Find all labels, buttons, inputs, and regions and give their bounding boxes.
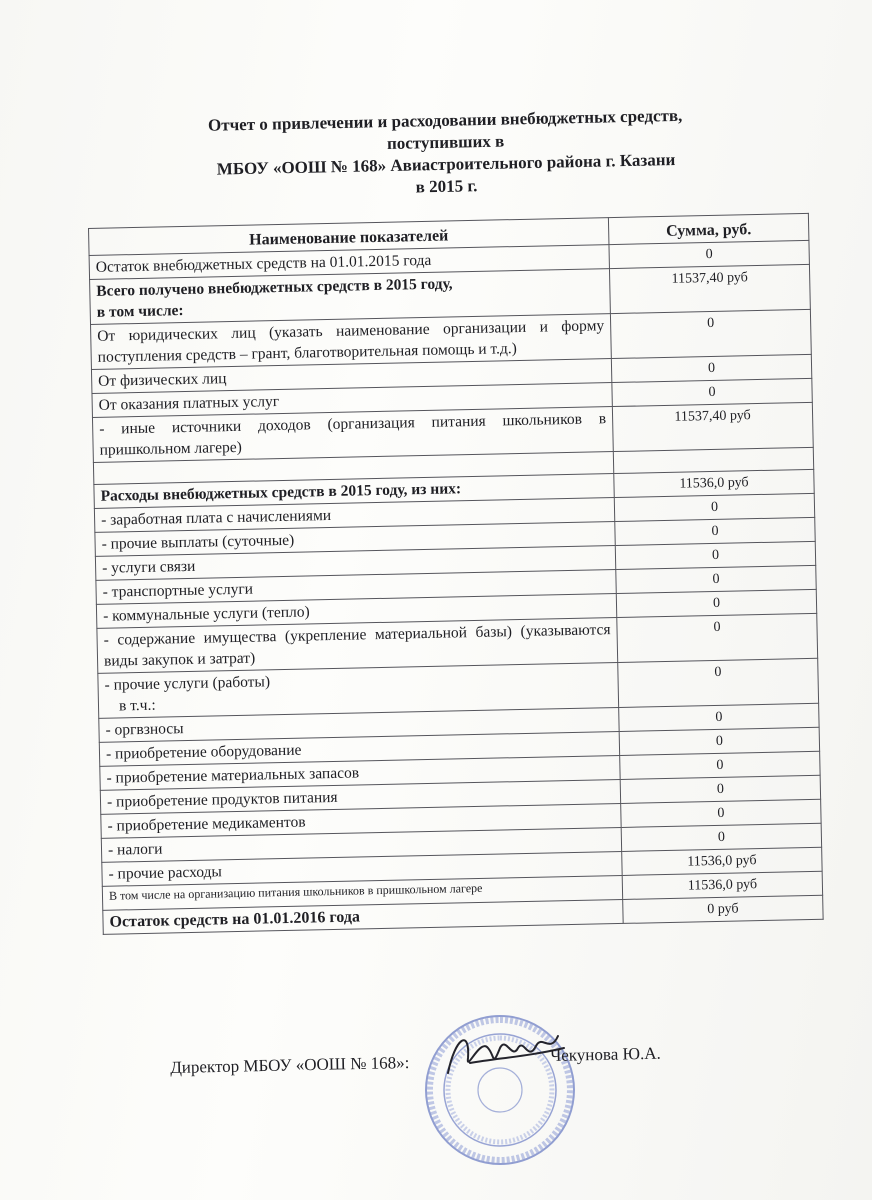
title-line-2: поступивших в: [386, 131, 505, 154]
table-row: - налоги 0: [101, 823, 821, 862]
table-row: - оргвзносы 0: [99, 703, 819, 742]
director-name: Чекунова Ю.А.: [550, 1043, 661, 1065]
table-row: От физических лиц 0: [91, 354, 811, 393]
table-row: - прочие выплаты (суточные) 0: [95, 517, 815, 556]
title-line-3: МБОУ «ООШ № 168» Авиастроительного района г. Казани: [216, 150, 676, 179]
director-position: Директор МБОУ «ООШ № 168»:: [170, 1052, 410, 1077]
table-row: Остаток внебюджетных средств на 01.01.2015 года 0: [89, 240, 809, 279]
table-row: - приобретение материальных запасов 0: [100, 751, 820, 790]
title-line-1: Отчет о привлечении и расходовании внебюджетных средств,: [207, 105, 683, 135]
table-row: - транспортные услуги 0: [96, 565, 816, 604]
table-row: Расходы внебюджетных средств в 2015 году, из них: 11536,0 руб: [94, 469, 814, 508]
table-row: Всего получено внебюджетных средств в 2015 году, в том числе: 11537,40 руб: [90, 264, 811, 324]
table-row: - услуги связи 0: [95, 541, 815, 580]
report-table: [88, 213, 824, 935]
table-row: От юридических лиц (указать наименование организации и форму поступления средств – грант, благотворительная помощь и т.д.) 0: [91, 309, 812, 369]
table-row: - приобретение оборудование 0: [99, 727, 819, 766]
table-row: - иные источники доходов (организация питания школьников в пришкольном лагере) 11537,40 руб: [92, 402, 813, 462]
table-row: - заработная плата с начислениями 0: [94, 493, 814, 532]
table-row: От оказания платных услуг 0: [92, 378, 812, 417]
table-row: - прочие расходы 11536,0 руб: [102, 847, 822, 886]
header-indicator-name: Наименование показателей: [89, 218, 609, 256]
table-row: - приобретение продуктов питания 0: [100, 775, 820, 814]
table-row: - коммунальные услуги (тепло) 0: [96, 589, 816, 628]
table-row: - прочие услуги (работы) в т.ч.: 0: [98, 658, 819, 718]
table-row: Остаток средств на 01.01.2016 года 0 руб: [103, 895, 823, 934]
document-title: [150, 104, 742, 204]
table-row: В том числе на организацию питания школьников в пришкольном лагере 11536,0 руб: [102, 871, 822, 910]
table-row: - приобретение медикаментов 0: [101, 799, 821, 838]
header-sum: Сумма, руб.: [608, 213, 809, 244]
title-line-4: в 2015 г.: [415, 176, 478, 197]
table-row: - содержание имущества (укрепление материальной базы) (указываются виды закупок и затрат) 0: [97, 613, 818, 673]
